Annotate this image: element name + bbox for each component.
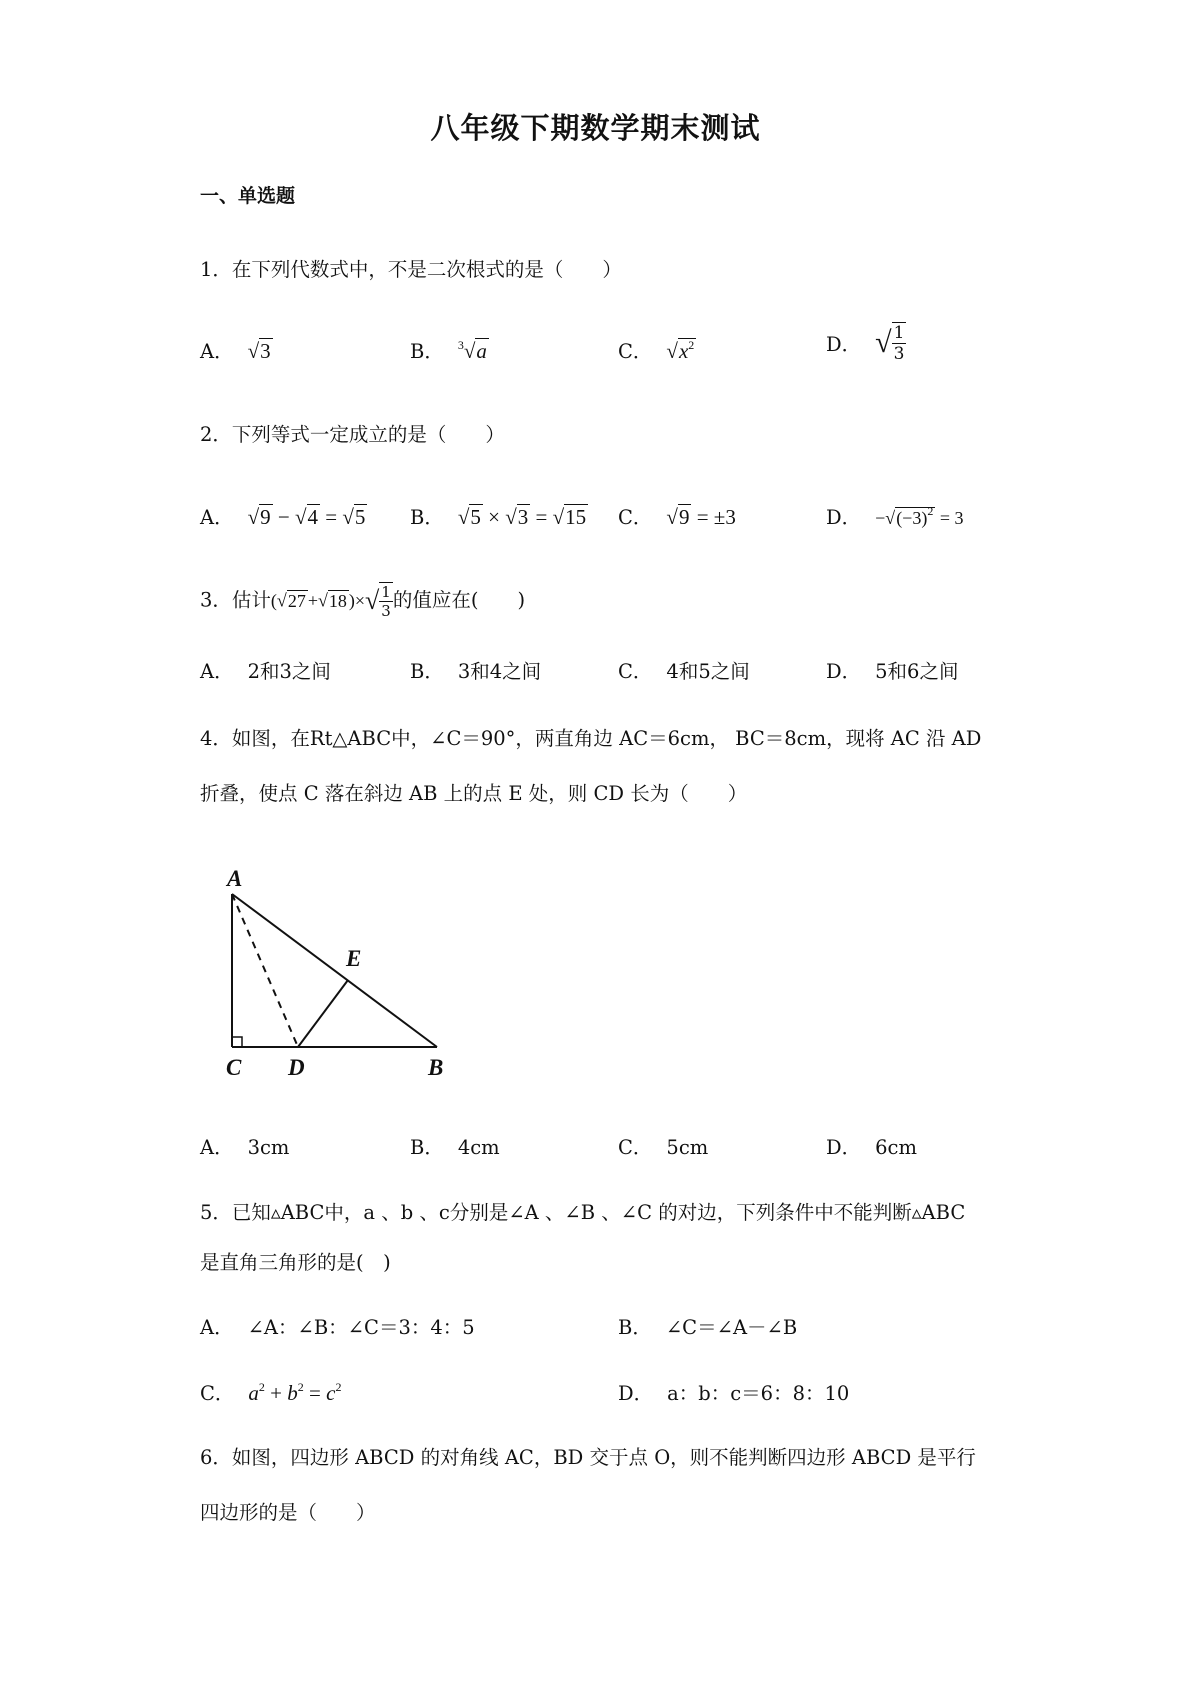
q2-c-expr: √9 = ±3 bbox=[666, 505, 736, 529]
right-angle-mark bbox=[232, 1037, 242, 1047]
q4-option-d[interactable]: D． 6cm bbox=[826, 1136, 917, 1159]
label-b: B bbox=[428, 1055, 444, 1080]
label-e: E bbox=[346, 946, 362, 971]
question-6-line-1: 6．如图，四边形 ABCD 的对角线 AC，BD 交于点 O，则不能判断四边形 ABCD 是平行 bbox=[200, 1446, 976, 1469]
q3-option-d[interactable]: D． 5和6之间 bbox=[826, 660, 959, 683]
q5-option-c[interactable]: C． $a^2 + b^2 = c^2$ bbox=[200, 1380, 342, 1405]
section-heading: 一、单选题 bbox=[200, 185, 296, 207]
triangle-figure bbox=[200, 860, 460, 1080]
question-3-stem: 3．估计(√27 +√18 )×√ $\frac{1}{3}$ 的值应在( ) bbox=[200, 583, 526, 620]
q3-option-b[interactable]: B． 3和4之间 bbox=[410, 660, 542, 683]
q2-option-c[interactable]: C． √9 = ±3 bbox=[618, 505, 736, 529]
q4-option-b[interactable]: B． 4cm bbox=[410, 1136, 500, 1159]
q1-option-b[interactable]: B． $^3$√a bbox=[410, 338, 487, 363]
label-c: C bbox=[226, 1055, 242, 1080]
question-6-line-2: 四边形的是（ ） bbox=[200, 1501, 376, 1524]
q1-c-expr: $√x^2$ bbox=[666, 338, 695, 363]
question-2-stem: 2．下列等式一定成立的是（ ） bbox=[200, 423, 505, 446]
q2-option-b[interactable]: B． √5 × √3 = √15 bbox=[410, 505, 587, 529]
q2-a-expr: √9 − √4 = √5 bbox=[247, 505, 366, 529]
q1-option-d[interactable]: D． √ $\frac{1}{3}$ bbox=[826, 323, 905, 364]
q5-option-a[interactable]: A． ∠A：∠B：∠C＝3：4：5 bbox=[200, 1316, 475, 1339]
q1-option-c[interactable]: C． $√x^2$ bbox=[618, 338, 695, 363]
q5-c-expr: $a^2 + b^2 = c^2$ bbox=[248, 1380, 342, 1405]
q1-a-expr: √3 bbox=[247, 339, 271, 363]
q3-option-a[interactable]: A． 2和3之间 bbox=[200, 660, 331, 683]
label-a: A bbox=[227, 866, 243, 891]
segment-de bbox=[298, 980, 348, 1047]
q2-b-expr: √5 × √3 = √15 bbox=[457, 505, 587, 529]
q1-b-expr: $^3$√a bbox=[457, 338, 487, 363]
question-5-line-2: 是直角三角形的是( ) bbox=[200, 1251, 391, 1274]
question-5-line-1: 5．已知▵ABC中，a 、b 、c分别是∠A 、∠B 、∠C 的对边，下列条件中不能判断▵ABC bbox=[200, 1201, 966, 1224]
question-4-line-1: 4．如图，在Rt△ABC中，∠C＝90°，两直角边 AC＝6cm， BC＝8cm，现将 AC 沿 AD bbox=[200, 727, 982, 750]
q1-option-a[interactable]: A． √3 bbox=[200, 339, 271, 363]
q5-option-d[interactable]: D． a：b：c＝6：8：10 bbox=[618, 1382, 850, 1405]
q1-d-expr: √ bbox=[875, 326, 892, 359]
q4-option-a[interactable]: A． 3cm bbox=[200, 1136, 290, 1159]
question-1-stem: 1．在下列代数式中，不是二次根式的是（ ） bbox=[200, 258, 622, 281]
question-4-line-2: 折叠，使点 C 落在斜边 AB 上的点 E 处，则 CD 长为（ ） bbox=[200, 782, 748, 805]
q2-d-expr: $-√(-3)^2 = 3$ bbox=[875, 504, 964, 528]
page-title: 八年级下期数学期末测试 bbox=[430, 111, 761, 145]
q3-option-c[interactable]: C． 4和5之间 bbox=[618, 660, 750, 683]
side-ab bbox=[232, 894, 437, 1047]
q4-option-c[interactable]: C． 5cm bbox=[618, 1136, 709, 1159]
fold-line-ad bbox=[232, 894, 298, 1047]
label-d: D bbox=[288, 1055, 305, 1080]
q5-option-b[interactable]: B． ∠C＝∠A－∠B bbox=[618, 1316, 798, 1339]
q2-option-a[interactable]: A． √9 − √4 = √5 bbox=[200, 505, 366, 529]
q2-option-d[interactable]: D． $-√(-3)^2 = 3$ bbox=[826, 504, 964, 529]
